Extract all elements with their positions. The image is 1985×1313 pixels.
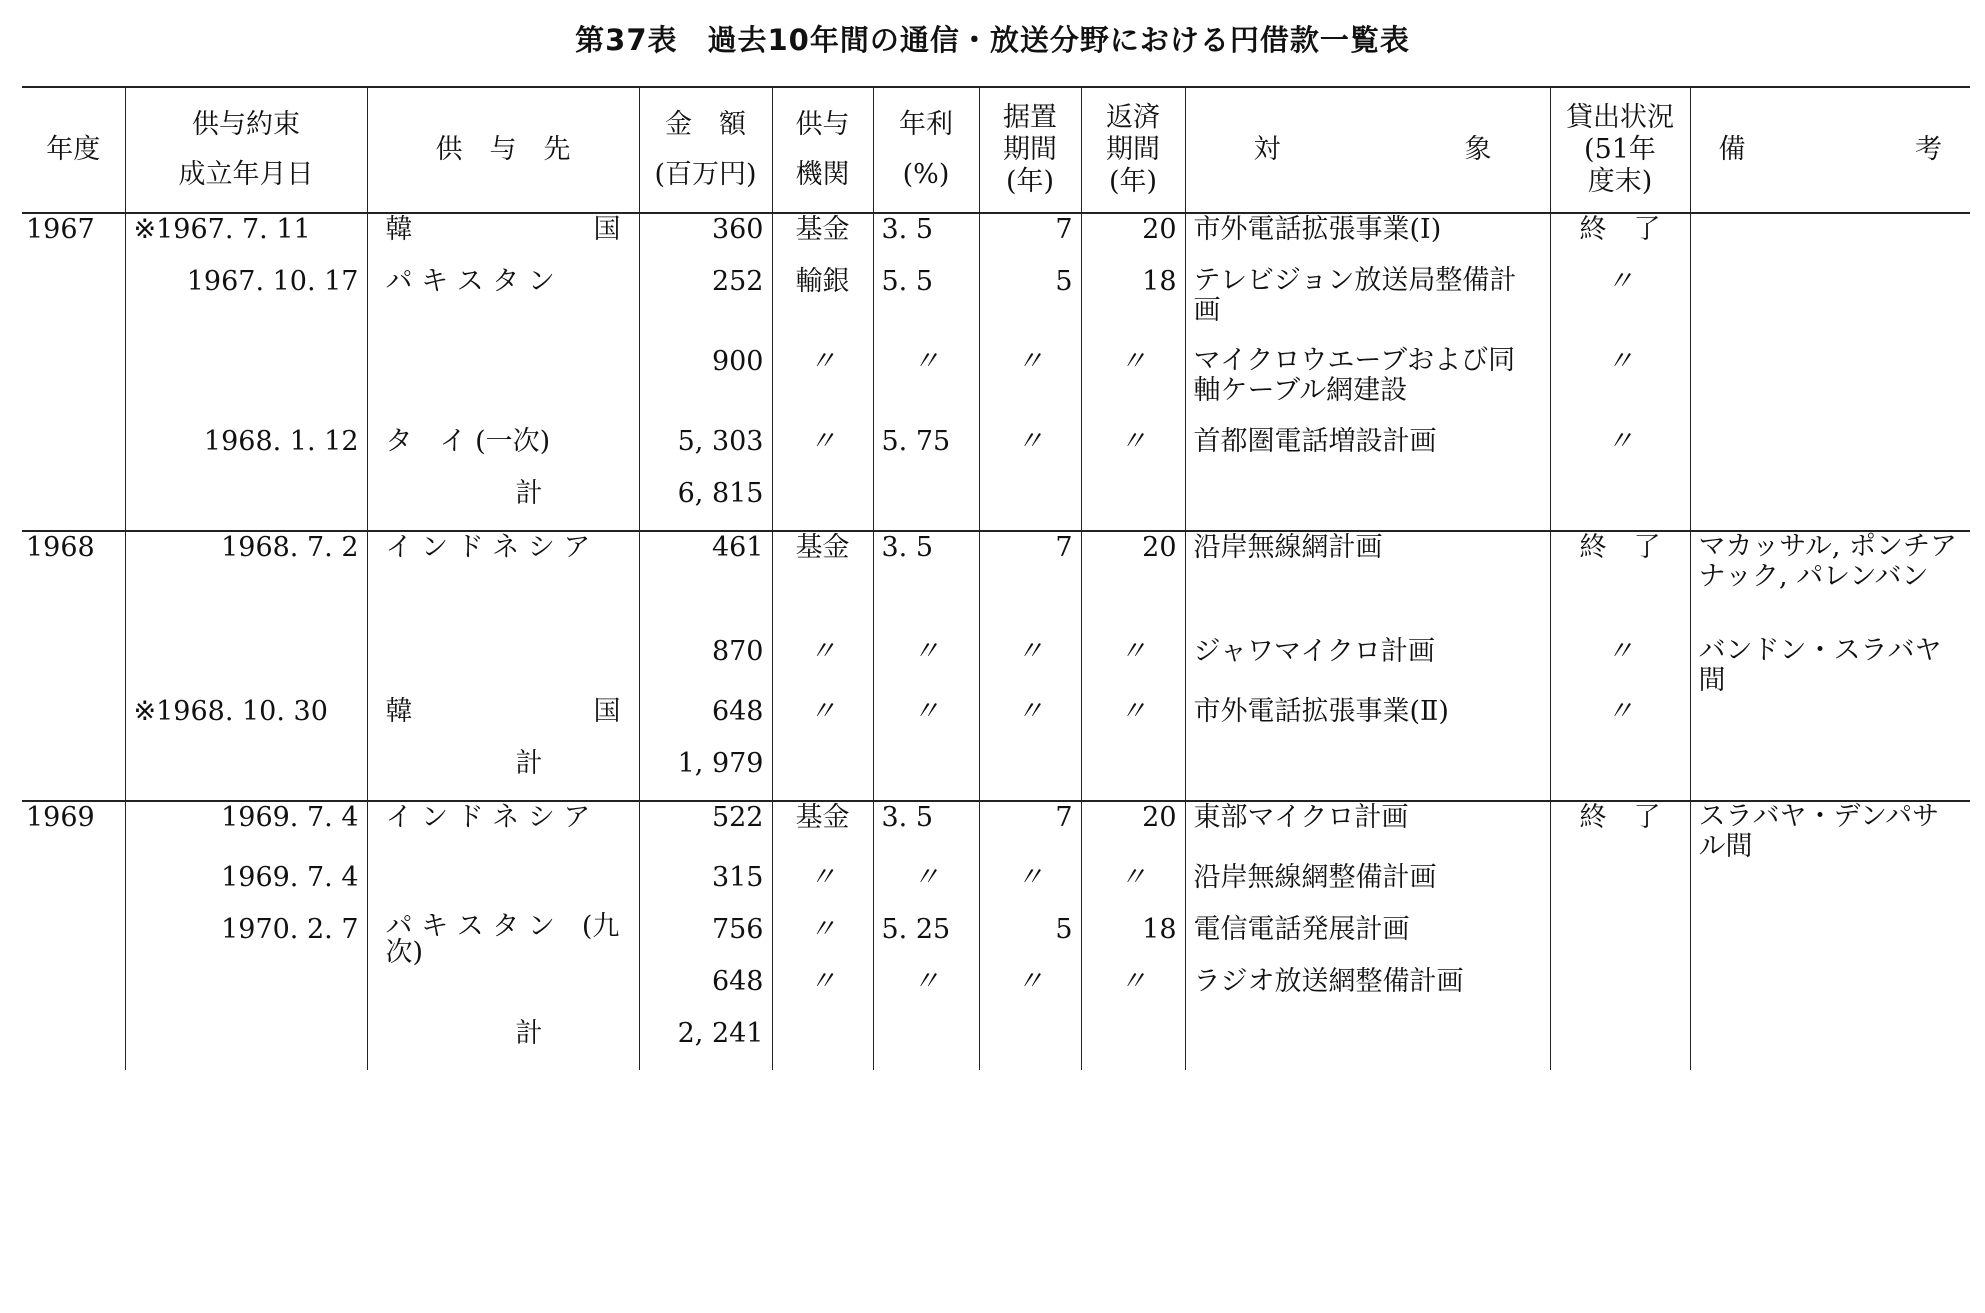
amount-cell: 360 — [639, 213, 772, 266]
date-cell: 1970. 2. 7 — [125, 914, 367, 966]
remarks-cell — [1690, 696, 1970, 748]
recipient-cell: イ ン ド ネ シ ア — [367, 801, 639, 862]
grace-cell: 7 — [979, 531, 1081, 636]
total-amount: 6, 815 — [639, 478, 772, 531]
recipient-cell — [367, 966, 639, 1018]
rate-cell: 3. 5 — [873, 801, 979, 862]
year-group-1967 — [22, 213, 1970, 531]
remarks-cell — [1690, 966, 1970, 1018]
date-cell — [125, 966, 367, 1018]
object-cell: 沿岸無線網整備計画 — [1185, 862, 1550, 914]
agency-cell: 〃 — [772, 636, 873, 696]
rate-cell: 〃 — [873, 636, 979, 696]
total-row — [22, 478, 1970, 531]
status-cell: 〃 — [1550, 346, 1690, 426]
repay-cell: 〃 — [1081, 636, 1185, 696]
repay-cell: 18 — [1081, 266, 1185, 346]
status-cell — [1550, 862, 1690, 914]
status-cell: 終 了 — [1550, 213, 1690, 266]
amount-cell: 756 — [639, 914, 772, 966]
rate-cell: 5. 25 — [873, 914, 979, 966]
repay-cell: 〃 — [1081, 346, 1185, 426]
header-recipient: 供 与 先 — [367, 87, 639, 213]
remarks-cell: マカッサル, ポンチアナック, パレンバン — [1690, 531, 1970, 636]
date-cell: ※1967. 7. 11 — [125, 213, 367, 266]
status-cell — [1550, 914, 1690, 966]
table-row — [22, 346, 1970, 426]
header-repay: 返済 期間 (年) — [1081, 87, 1185, 213]
object-cell: 市外電話拡張事業(Ⅰ) — [1185, 213, 1550, 266]
rate-cell: 〃 — [873, 346, 979, 426]
amount-cell: 252 — [639, 266, 772, 346]
object-cell: 首都圏電話増設計画 — [1185, 426, 1550, 478]
recipient-cell — [367, 636, 639, 696]
total-label: 計 — [367, 748, 639, 801]
status-cell: 〃 — [1550, 426, 1690, 478]
grace-cell: 〃 — [979, 346, 1081, 426]
total-amount: 2, 241 — [639, 1018, 772, 1070]
table-row — [22, 862, 1970, 914]
total-row — [22, 748, 1970, 801]
grace-cell: 〃 — [979, 696, 1081, 748]
grace-cell: 7 — [979, 213, 1081, 266]
amount-cell: 648 — [639, 696, 772, 748]
recipient-cell — [367, 862, 639, 914]
total-row — [22, 1018, 1970, 1070]
object-cell: 市外電話拡張事業(Ⅱ) — [1185, 696, 1550, 748]
header-grace: 据置 期間 (年) — [979, 87, 1081, 213]
rate-cell: 5. 5 — [873, 266, 979, 346]
remarks-cell — [1690, 914, 1970, 966]
recipient-cell: タ イ (一次) — [367, 426, 639, 478]
table-row — [22, 696, 1970, 748]
recipient-cell: イ ン ド ネ シ ア — [367, 531, 639, 636]
date-cell — [125, 636, 367, 696]
total-label: 計 — [367, 1018, 639, 1070]
repay-cell: 20 — [1081, 801, 1185, 862]
repay-cell: 〃 — [1081, 696, 1185, 748]
recipient-cell: パ キ ス タ ン — [367, 266, 639, 346]
header-remarks: 備 考 — [1690, 87, 1970, 213]
remarks-cell — [1690, 862, 1970, 914]
remarks-cell: バンドン・スラバヤ間 — [1690, 636, 1970, 696]
year-cell: 1967 — [26, 214, 95, 245]
rate-cell: 3. 5 — [873, 531, 979, 636]
table-row — [22, 266, 1970, 346]
recipient-cell: 韓 国 — [367, 213, 639, 266]
grace-cell: 〃 — [979, 862, 1081, 914]
grace-cell: 5 — [979, 914, 1081, 966]
grace-cell: 〃 — [979, 636, 1081, 696]
header-row — [22, 87, 1970, 213]
object-cell: 電信電話発展計画 — [1185, 914, 1550, 966]
table-row — [22, 426, 1970, 478]
header-year: 年度 — [22, 87, 125, 213]
recipient-cell — [367, 346, 639, 426]
repay-cell: 20 — [1081, 213, 1185, 266]
date-cell: 1967. 10. 17 — [125, 266, 367, 346]
total-amount: 1, 979 — [639, 748, 772, 801]
header-object: 対 象 — [1185, 87, 1550, 213]
status-cell: 終 了 — [1550, 531, 1690, 636]
agency-cell: 基金 — [772, 801, 873, 862]
repay-cell: 20 — [1081, 531, 1185, 636]
header-rate: 年利 (%) — [873, 87, 979, 213]
agency-cell: 〃 — [772, 914, 873, 966]
grace-cell: 〃 — [979, 966, 1081, 1018]
agency-cell: 〃 — [772, 426, 873, 478]
repay-cell: 〃 — [1081, 426, 1185, 478]
amount-cell: 5, 303 — [639, 426, 772, 478]
grace-cell: 7 — [979, 801, 1081, 862]
rate-cell: 〃 — [873, 862, 979, 914]
header-status: 貸出状況 (51年 度末) — [1550, 87, 1690, 213]
agency-cell: 〃 — [772, 862, 873, 914]
table-row — [22, 914, 1970, 966]
date-cell: 1968. 1. 12 — [125, 426, 367, 478]
year-group-1968 — [22, 531, 1970, 801]
year-cell: 1969 — [26, 802, 95, 833]
object-cell: マイクロウエーブおよび同軸ケーブル網建設 — [1185, 346, 1550, 426]
date-cell — [125, 346, 367, 426]
table-row — [22, 213, 1970, 266]
object-cell: 東部マイクロ計画 — [1185, 801, 1550, 862]
amount-cell: 461 — [639, 531, 772, 636]
page-title: 第37表 過去10年間の通信・放送分野における円借款一覧表 — [575, 23, 1410, 57]
status-cell: 〃 — [1550, 636, 1690, 696]
object-cell: テレビジョン放送局整備計画 — [1185, 266, 1550, 346]
agency-cell: 基金 — [772, 531, 873, 636]
amount-cell: 900 — [639, 346, 772, 426]
remarks-cell — [1690, 266, 1970, 346]
date-cell: 1969. 7. 4 — [125, 801, 367, 862]
status-cell: 〃 — [1550, 266, 1690, 346]
amount-cell: 315 — [639, 862, 772, 914]
amount-cell: 648 — [639, 966, 772, 1018]
repay-cell: 〃 — [1081, 862, 1185, 914]
repay-cell: 18 — [1081, 914, 1185, 966]
date-cell: 1968. 7. 2 — [125, 531, 367, 636]
header-date: 供与約束 成立年月日 — [125, 87, 367, 213]
header-agency: 供与 機関 — [772, 87, 873, 213]
recipient-cell: 韓 国 — [367, 696, 639, 748]
repay-cell: 〃 — [1081, 966, 1185, 1018]
status-cell: 〃 — [1550, 696, 1690, 748]
table-row — [22, 531, 1970, 636]
status-cell: 終 了 — [1550, 801, 1690, 862]
grace-cell: 5 — [979, 266, 1081, 346]
rate-cell: 〃 — [873, 966, 979, 1018]
loan-table — [22, 86, 1970, 1070]
remarks-cell — [1690, 213, 1970, 266]
agency-cell: 〃 — [772, 346, 873, 426]
date-cell: 1969. 7. 4 — [125, 862, 367, 914]
year-cell: 1968 — [26, 532, 95, 563]
rate-cell: 5. 75 — [873, 426, 979, 478]
status-cell — [1550, 966, 1690, 1018]
agency-cell: 〃 — [772, 966, 873, 1018]
date-cell: ※1968. 10. 30 — [125, 696, 367, 748]
agency-cell: 基金 — [772, 213, 873, 266]
object-cell: ジャワマイクロ計画 — [1185, 636, 1550, 696]
table-row — [22, 636, 1970, 696]
agency-cell: 〃 — [772, 696, 873, 748]
total-label: 計 — [367, 478, 639, 531]
remarks-cell: スラバヤ・デンパサル間 — [1690, 801, 1970, 862]
remarks-cell — [1690, 346, 1970, 426]
rate-cell: 3. 5 — [873, 213, 979, 266]
agency-cell: 輸銀 — [772, 266, 873, 346]
year-group-1969 — [22, 801, 1970, 1070]
rate-cell: 〃 — [873, 696, 979, 748]
amount-cell: 870 — [639, 636, 772, 696]
grace-cell: 〃 — [979, 426, 1081, 478]
table-row — [22, 801, 1970, 862]
table-row — [22, 966, 1970, 1018]
header-amount: 金 額 (百万円) — [639, 87, 772, 213]
object-cell: 沿岸無線網計画 — [1185, 531, 1550, 636]
remarks-cell — [1690, 426, 1970, 478]
object-cell: ラジオ放送網整備計画 — [1185, 966, 1550, 1018]
amount-cell: 522 — [639, 801, 772, 862]
recipient-cell: パ キ ス タ ン (九 次) — [367, 914, 639, 966]
